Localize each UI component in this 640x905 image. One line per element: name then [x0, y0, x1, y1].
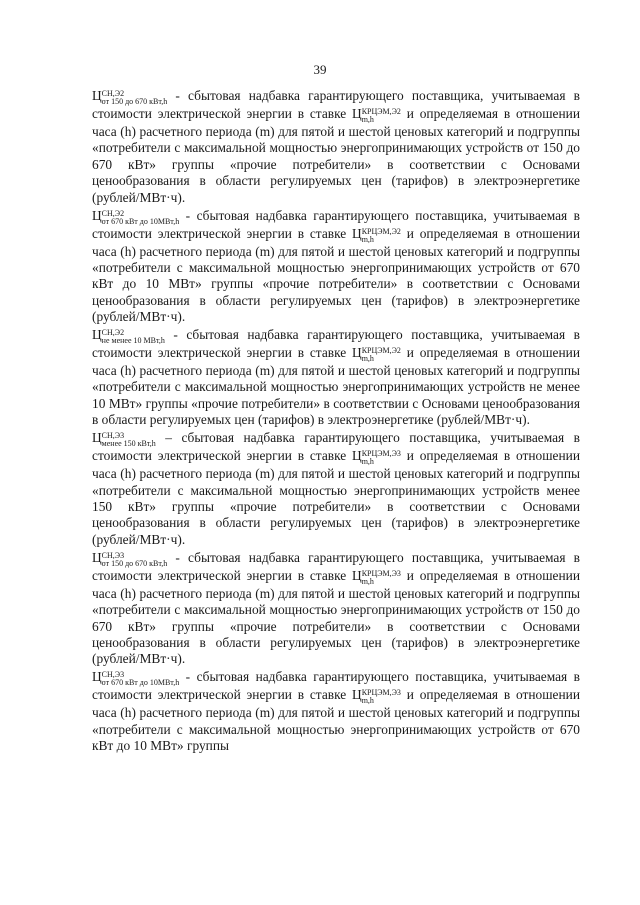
formula-symbol: Ц СН,Э2 от 150 до 670 кВт,h: [92, 88, 168, 106]
rate-symbol: Ц КРЦЭМ,Э3 m,h: [352, 448, 401, 467]
formula-symbol: Ц СН,Э3 от 670 кВт до 10МВт,h: [92, 669, 180, 688]
rate-symbol: Ц КРЦЭМ,Э2 m,h: [352, 225, 401, 244]
paragraph-2: Ц СН,Э2 от 670 кВт до 10МВт,h - сбытовая надбавка гарантирующего поставщика, учитываемая в стоимости электрической энергии в ставке Ц КРЦЭМ,Э2 m,h и определяемая в отношении часа (h) расчетного периода (m) для пятой и шестой ценовых категорий и подгруппы «потребители с максимальной мощностью энергопринимающих устройств от 670 кВт до 10 МВт» группы «прочие потребители» в соответствии с Основами ценообразования в области регулируемых цен (тарифов) в электроэнергетике (рублей/МВт·ч).: [92, 207, 580, 325]
paragraph-3: Ц СН,Э2 не менее 10 МВт,h - сбытовая надбавка гарантирующего поставщика, учитываемая в стоимости электрической энергии в ставке Ц КРЦЭМ,Э2 m,h и определяемая в отношении часа (h) расчетного периода (m) для пятой и шестой ценовых категорий и подгруппы «потребители с максимальной мощностью энергопринимающих устройств не менее 10 МВт» группы «прочие потребители» в соответствии с Основами ценообразования в области регулируемых цен (тарифов) в электроэнергетике (рублей/МВт·ч).: [92, 327, 580, 428]
formula-symbol: Ц СН,Э3 менее 150 кВт,h: [92, 430, 156, 449]
formula-symbol: Ц СН,Э2 от 670 кВт до 10МВт,h: [92, 207, 180, 226]
rate-symbol: Ц КРЦЭМ,Э2 m,h: [352, 345, 401, 364]
paragraph-6: Ц СН,Э3 от 670 кВт до 10МВт,h - сбытовая надбавка гарантирующего поставщика, учитываемая в стоимости электрической энергии в ставке Ц КРЦЭМ,Э3 m,h и определяемая в отношении часа (h) расчетного периода (m) для пятой и шестой ценовых категорий и подгруппы «потребители с максимальной мощностью энергопринимающих устройств от 670 кВт до 10 МВт» группы: [92, 669, 580, 754]
rate-symbol: Ц КРЦЭМ,Э3 m,h: [352, 567, 401, 586]
document-body: [92, 88, 580, 756]
page-number: 39: [313, 62, 327, 77]
paragraph-1: Ц СН,Э2 от 150 до 670 кВт,h - сбытовая надбавка гарантирующего поставщика, учитываемая в стоимости электрической энергии в ставке Ц КРЦЭМ,Э2 m,h и определяемая в отношении часа (h) расчетного периода (m) для пятой и шестой ценовых категорий и подгруппы «потребители с максимальной мощностью энергопринимающих устройств от 150 до 670 кВт» группы «прочие потребители» в соответствии с Основами ценообразования в области регулируемых цен (тарифов) в электроэнергетике (рублей/МВт·ч).: [92, 88, 580, 205]
rate-symbol: Ц КРЦЭМ,Э2 m,h: [352, 106, 401, 124]
paragraph-5: Ц СН,Э3 от 150 до 670 кВт,h - сбытовая надбавка гарантирующего поставщика, учитываемая в стоимости электрической энергии в ставке Ц КРЦЭМ,Э3 m,h и определяемая в отношении часа (h) расчетного периода (m) для пятой и шестой ценовых категорий и подгруппы «потребители с максимальной мощностью энергопринимающих устройств от 150 до 670 кВт» группы «прочие потребители» в соответствии с Основами ценообразования в области регулируемых цен (тарифов) в электроэнергетике (рублей/МВт·ч).: [92, 549, 580, 667]
rate-symbol: Ц КРЦЭМ,Э3 m,h: [352, 687, 401, 706]
formula-symbol: Ц СН,Э3 от 150 до 670 кВт,h: [92, 549, 168, 568]
paragraph-4: Ц СН,Э3 менее 150 кВт,h – сбытовая надбавка гарантирующего поставщика, учитываемая в стоимости электрической энергии в ставке Ц КРЦЭМ,Э3 m,h и определяемая в отношении часа (h) расчетного периода (m) для пятой и шестой ценовых категорий и подгруппы «потребители с максимальной мощностью энергопринимающих устройств менее 150 кВт» группы «прочие потребители» в соответствии с Основами ценообразования в области регулируемых цен (тарифов) в электроэнергетике (рублей/МВт·ч).: [92, 430, 580, 547]
formula-symbol: Ц СН,Э2 не менее 10 МВт,h: [92, 327, 165, 346]
